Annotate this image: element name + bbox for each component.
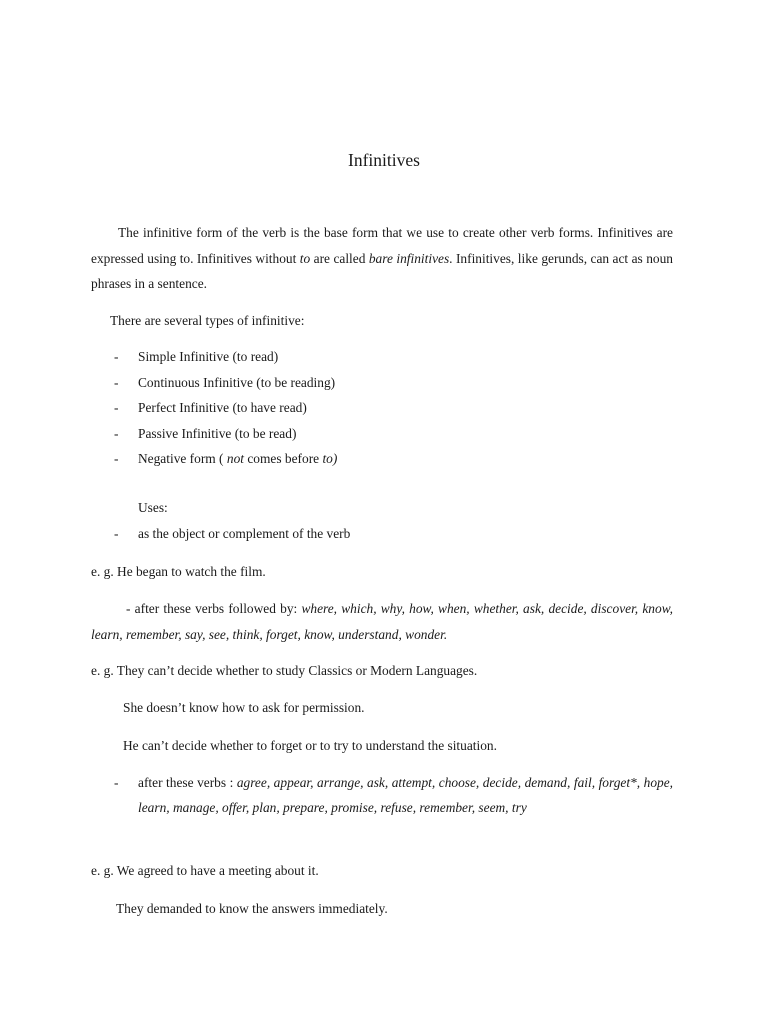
list-dash: -	[114, 526, 119, 541]
negative-italic-to: to)	[322, 451, 338, 466]
intro-text-2: are called	[310, 250, 369, 266]
intro-italic-to: to	[299, 250, 311, 266]
after-verbs-paragraph	[138, 770, 673, 820]
after-verbs-words: agree, appear, arrange, ask, attempt, choose, decide, demand, fail, forget*, hope, learn, manage, offer, plan, prepare, promise, refuse, remember, seem, try	[138, 775, 673, 815]
list-item: Continuous Infinitive (to be reading)	[138, 375, 336, 390]
negative-text-2: comes before	[244, 451, 323, 466]
intro-text-3: . Infinitives, like gerunds, can act as noun phrases in a sentence.	[91, 250, 673, 291]
intro-text-1: The infinitive form of the verb is the base form that we use to create other verb forms. Infinitives are expressed using to. Infinitives without	[91, 225, 673, 266]
list-item: Perfect Infinitive (to have read)	[138, 400, 307, 415]
list-item-negative	[138, 451, 337, 467]
list-dash: -	[114, 349, 119, 364]
after-wh-lead: - after these verbs followed by:	[126, 601, 302, 616]
example-line: She doesn’t know how to ask for permission.	[123, 700, 365, 715]
negative-text-1: Negative form (	[138, 451, 227, 466]
list-item: Passive Infinitive (to be read)	[138, 426, 297, 441]
example-line: e. g. He began to watch the film.	[91, 564, 266, 579]
example-line: He can’t decide whether to forget or to try to understand the situation.	[123, 738, 497, 753]
intro-paragraph	[91, 220, 673, 297]
after-wh-words: where, which, why, how, when, whether, ask, decide, discover, know, learn, remember, say, see, think, forget, know, understand, wonder.	[91, 601, 673, 642]
use-item: as the object or complement of the verb	[138, 526, 351, 541]
uses-heading: Uses:	[138, 500, 168, 515]
list-dash: -	[114, 375, 119, 390]
list-dash: -	[114, 451, 119, 466]
list-dash: -	[114, 426, 119, 441]
after-verbs-lead: after these verbs :	[138, 775, 237, 790]
intro-italic-bare: bare infinitives	[368, 250, 450, 266]
list-dash: -	[114, 775, 119, 790]
after-wh-paragraph	[91, 596, 673, 647]
example-line: They demanded to know the answers immediately.	[116, 901, 388, 916]
example-line: e. g. They can’t decide whether to study Classics or Modern Languages.	[91, 663, 478, 678]
list-item: Simple Infinitive (to read)	[138, 349, 279, 364]
page-title: Infinitives	[348, 150, 420, 170]
types-heading: There are several types of infinitive:	[110, 313, 305, 328]
negative-italic-not: not	[226, 451, 244, 466]
list-dash: -	[114, 400, 119, 415]
example-line: e. g. We agreed to have a meeting about it.	[91, 863, 319, 878]
